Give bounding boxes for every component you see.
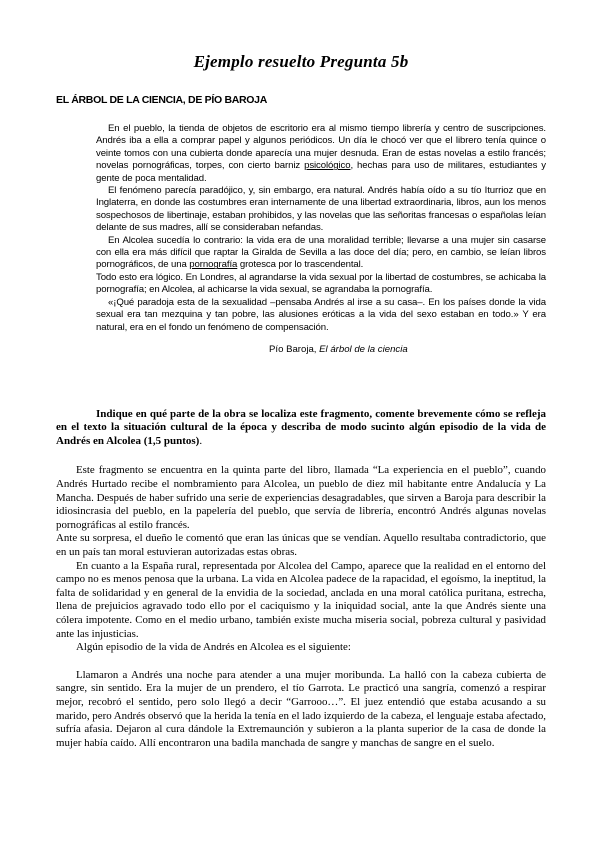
attribution-author: Pío Baroja, xyxy=(269,343,317,355)
answer-paragraph: En cuanto a la España rural, representada por Alcolea del Campo, aparece que la realidad en el entorno del campo no es menos penosa que la urbana. La vida en Alcolea padece de la rapacidad, el egoísmo, la ineptitud, la falta de solidaridad y en general de la envidia de la sociedad, anclada en una moral católica puritana, estrecha, llena de prejuicios agravado todo ello por el caciquismo y la iniquidad social, ante la que Andrés siente una cólera impotente. Como en el medio urbano, también existe mucha miseria social, pobreza cultural y pasividad ante las injusticias. xyxy=(56,559,546,640)
answer-paragraph: Este fragmento se encuentra en la quinta parte del libro, llamada “La experiencia en el pueblo”, cuando Andrés Hurtado recibe el nombramiento para Alcolea, un pueblo de diez mil habitante entre Andalucía y La Mancha. Después de haber sufrido una serie de experiencias desagradables, que sirven a Baroja para describir la idiosincrasia del pueblo, en la papelería del pueblo, que servía de librería, encontró Andrés algunas novelas pornográficas al estilo francés. xyxy=(56,464,546,531)
document-page xyxy=(56,52,546,750)
excerpt-paragraph: Todo esto era lógico. En Londres, al agrandarse la vida sexual por la libertad de costumbres, se achicaba la pornografía; en Alcolea, al achicarse la vida sexual, se agrandaba la pornografía. xyxy=(96,271,546,296)
attribution-work: El árbol de la ciencia xyxy=(319,343,408,355)
answer-paragraph: Llamaron a Andrés una noche para atender a una mujer moribunda. La halló con la cabeza cubierta de sangre, sin sentido. Era la mujer de un prendero, el tío Garrota. Le practicó una sangría, comenzó a respirar mejor, recobró el sentido, pero solo llegó a decir “Garrooo…”. El juez entendió que estaba acusando a su marido, pero Andrés observó que la herida la tenía en el lado izquierdo de la cabeza, el lenguaje estaba afectado, sufría afasia. Dejaron al cura dándole la Extremaunción y subieron a la planta superior de la casa de donde la mujer había caído. Allí encontraron una badila manchada de sangre y manchas de sangre en el suelo. xyxy=(56,668,546,749)
answer-paragraph: Algún episodio de la vida de Andrés en Alcolea es el siguiente: xyxy=(76,641,351,654)
literary-excerpt xyxy=(96,123,546,334)
excerpt-paragraph: En el pueblo, la tienda de objetos de escritorio era al mismo tiempo librería y centro de suscripciones. Andrés iba a ella a comprar papel y algunos periódicos. Un día le chocó ver que el librero tenía quince o veinte tomos con una cubierta donde aparecía una mujer desnuda. Eran de estas novelas a estilo francés; novelas pornográficas, torpes, con cierto barniz psicológico, hechas para uso de militares, estudiantes y gente de poca mentalidad. xyxy=(96,123,546,184)
excerpt-paragraph: «¡Qué paradoja esta de la sexualidad –pensaba Andrés al irse a su casa–. En los países donde la vida sexual era tan mezquina y tan pobre, las alusiones eróticas a la vida del sexo estaban en todo.» Y era natural, era en el fondo un fenómeno de compensación. xyxy=(96,296,546,333)
underlined-word: pornografía xyxy=(189,259,238,271)
excerpt-paragraph: El fenómeno parecía paradójico, y, sin embargo, era natural. Andrés había oído a su tío Iturrioz que en Inglaterra, en donde las costumbres eran internamente de una libertad extraordinaria, libros, aun los menos sospechosos de libertinaje, estaban prohibidos, y las novelas que las señoritas francesas o españolas leían delante de sus madres, allí se consideraban nefandas. xyxy=(96,185,546,234)
answer-body xyxy=(56,464,546,750)
exam-question: Indique en qué parte de la obra se localiza este fragmento, comente brevemente cómo se refleja en el texto la situación cultural de la época y describa de modo sucinto algún episodio de la vida de Andrés en Alcolea (1,5 puntos). xyxy=(56,407,546,447)
page-title: Ejemplo resuelto Pregunta 5b xyxy=(193,52,409,71)
underlined-word: psicológico xyxy=(304,160,351,172)
answer-paragraph: Ante su sorpresa, el dueño le comentó que eran las únicas que se vendían. Aquello resultaba contradictorio, que en un país tan moral estuvieran autorizadas estas obras. xyxy=(56,532,546,558)
excerpt-paragraph: En Alcolea sucedía lo contrario: la vida era de una moralidad terrible; llevarse a una mujer sin casarse con ella era más difícil que raptar la Giralda de Sevilla a las doce del día; pero, en cambio, se leían libros pornográficos, de una pornografía grotesca por lo trascendental. xyxy=(96,234,546,271)
excerpt-heading: EL ÁRBOL DE LA CIENCIA, DE PÍO BAROJA xyxy=(56,94,267,106)
attribution xyxy=(269,344,546,355)
